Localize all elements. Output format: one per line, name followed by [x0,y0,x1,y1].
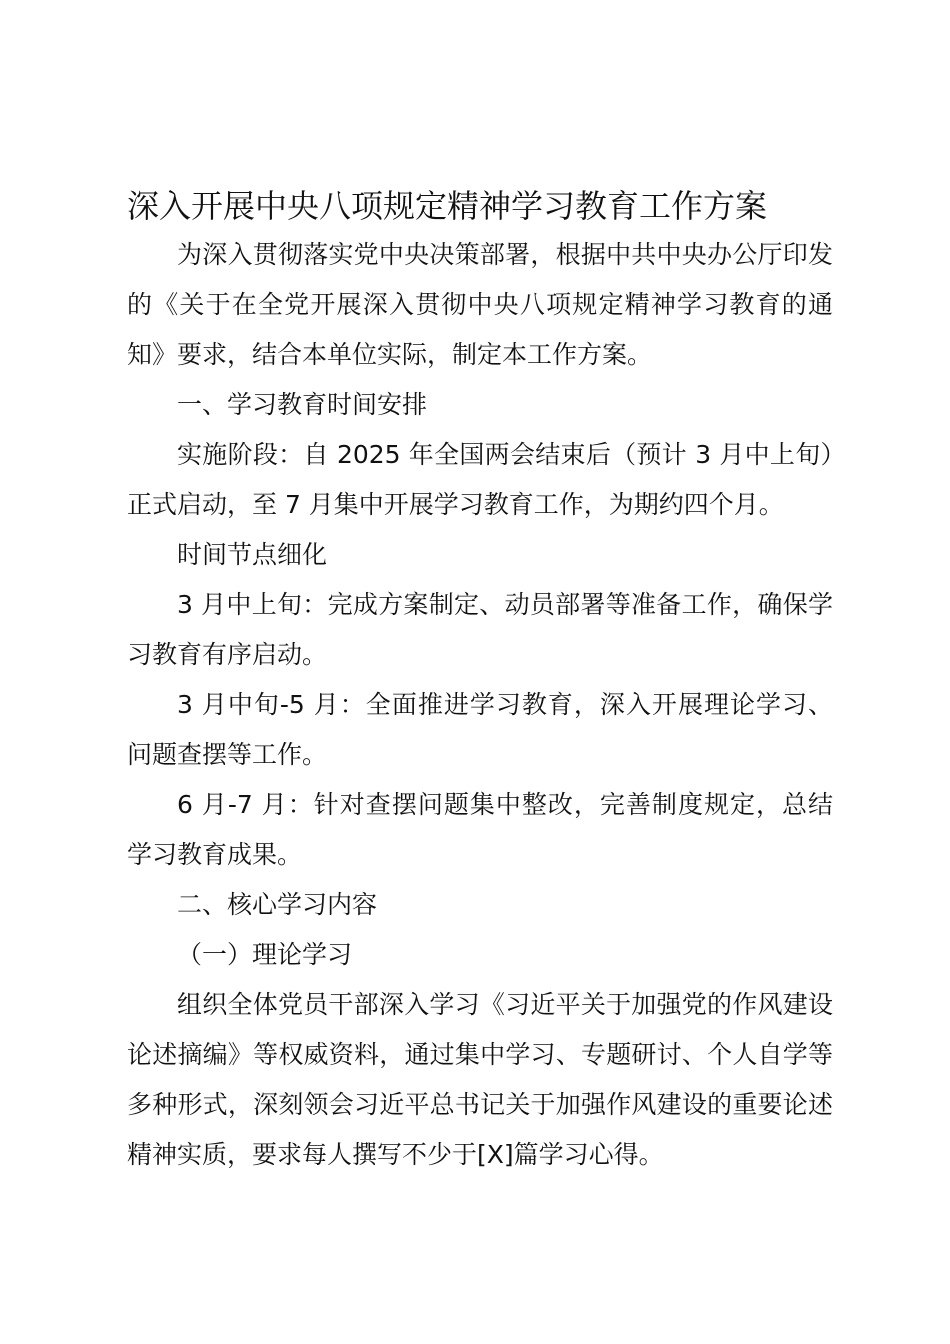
implementation-stage-paragraph: 实施阶段：自 2025 年全国两会结束后（预计 3 月中上旬）正式启动，至 7 月集中开展学习教育工作，为期约四个月。 [127,440,833,519]
timeline-subheading: 时间节点细化 [177,540,328,569]
intro-paragraph: 为深入贯彻落实党中央决策部署，根据中共中央办公厅印发的《关于在全党开展深入贯彻中央八项规定精神学习教育的通知》要求，结合本单位实际，制定本工作方案。 [127,240,833,369]
section-heading-content: 二、核心学习内容 [177,890,378,919]
section-heading-schedule: 一、学习教育时间安排 [177,390,428,419]
timeline-node-paragraph: 6 月-7 月：针对查摆问题集中整改，完善制度规定，总结学习教育成果。 [127,790,833,869]
document-page [127,178,833,1180]
subsection-heading-theory: （一）理论学习 [177,940,353,969]
timeline-node-paragraph: 3 月中旬-5 月：全面推进学习教育，深入开展理论学习、问题查摆等工作。 [127,690,833,769]
theory-study-paragraph: 组织全体党员干部深入学习《习近平关于加强党的作风建设论述摘编》等权威资料，通过集中学习、专题研讨、个人自学等多种形式，深刻领会习近平总书记关于加强作风建设的重要论述精神实质，要求每人撰写不少于[X]篇学习心得。 [127,990,833,1169]
timeline-node-paragraph: 3 月中上旬：完成方案制定、动员部署等准备工作，确保学习教育有序启动。 [127,590,833,669]
document-title: 深入开展中央八项规定精神学习教育工作方案 [127,187,768,225]
